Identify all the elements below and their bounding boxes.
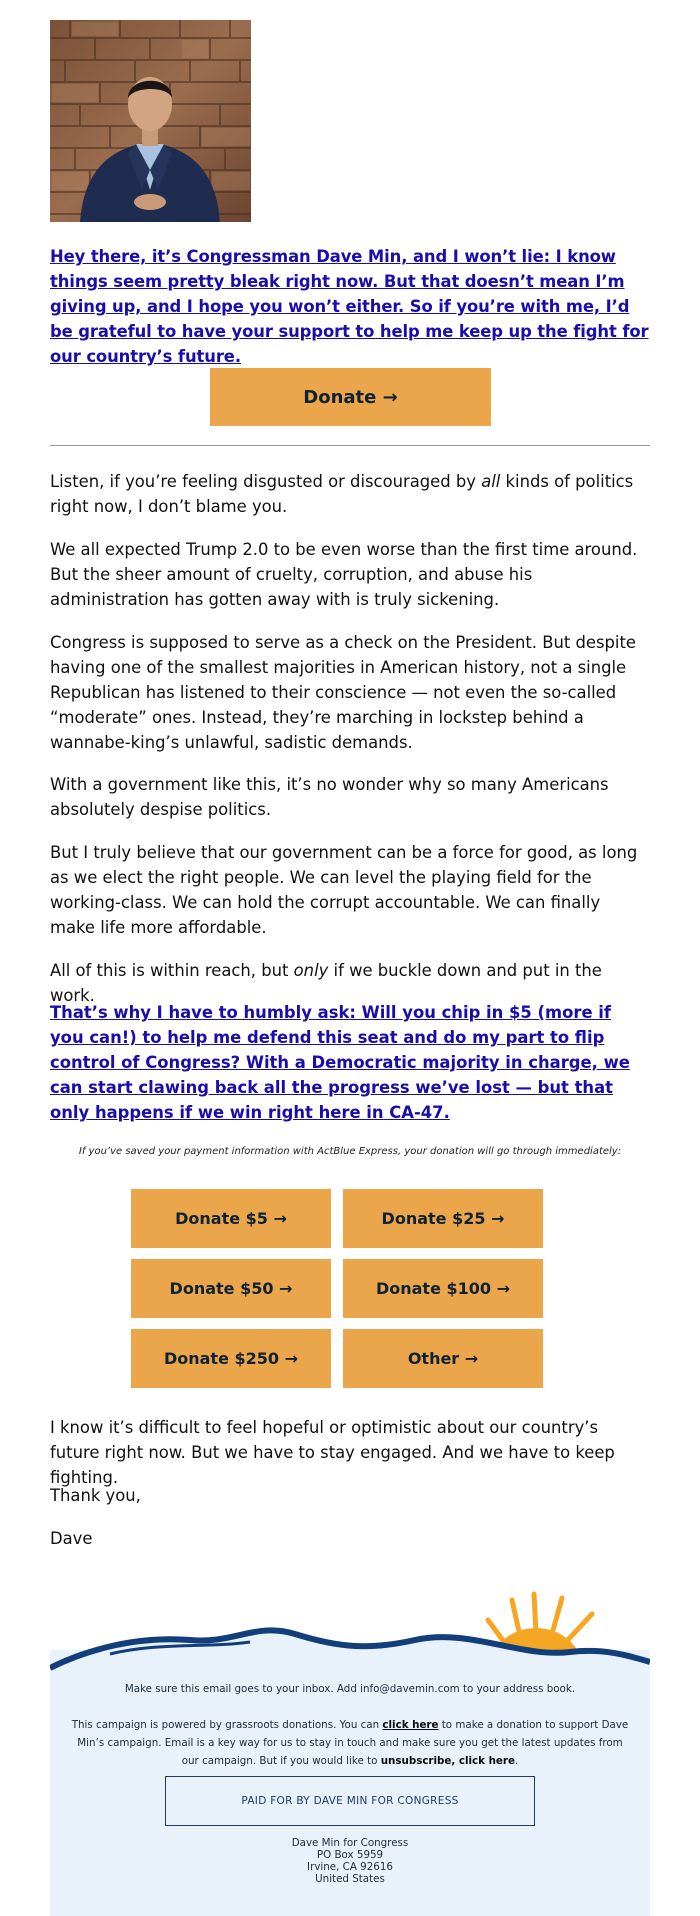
- grassroots-text-middle: to make a donation to support Dave Min’s campaign. Email is a key way for us to stay in touch and make sure you get the latest updates from our campaign. But if you would like to: [77, 1719, 629, 1767]
- sign-off: Thank you,: [50, 1486, 141, 1505]
- ask-link[interactable]: That’s why I have to humbly ask: Will you chip in $5 (more if you can!) to help me defend this seat and do my part to flip control of Congress? With a Democratic majority in charge, we can start clawing back all the progress we’ve lost — but that only happens if we win right here in CA-47.: [50, 1003, 630, 1122]
- donate-25-button[interactable]: Donate $25 →: [343, 1189, 543, 1248]
- grassroots-note: [70, 1716, 630, 1770]
- divider: [50, 445, 650, 446]
- paragraph-2: We all expected Trump 2.0 to be even worse than the first time around. But the sheer amount of cruelty, corruption, and abuse his administration has gotten away with is truly sickening.: [50, 540, 638, 609]
- donate-250-button[interactable]: Donate $250 →: [131, 1329, 331, 1388]
- paragraph-1-text: Listen, if you’re feeling disgusted or discouraged by: [50, 472, 482, 491]
- paragraph-3: Congress is supposed to serve as a check on the President. But despite having one of the smallest majorities in American history, not a single Republican has listened to their conscience — not even the so-called “moderate” ones. Instead, they’re marching in lockstep behind a wannabe-king’s unlawful, sadistic demands.: [50, 633, 636, 752]
- address-line-3: Irvine, CA 92616: [307, 1861, 393, 1873]
- wave-sun-graphic: [50, 1588, 650, 1678]
- intro-link[interactable]: Hey there, it’s Congressman Dave Min, and I won’t lie: I know things seem pretty bleak right now. But that doesn’t mean I’m giving up, and I hope you won’t either. So if you’re with me, I’d be grateful to have your support to help me keep up the fight for our country’s future.: [50, 247, 649, 366]
- paragraph-4: With a government like this, it’s no wonder why so many Americans absolutely despise politics.: [50, 775, 609, 819]
- donate-other-button[interactable]: Other →: [343, 1329, 543, 1388]
- grassroots-text-end: .: [514, 1755, 519, 1767]
- paragraph-6-text-end: if we buckle down and put in the work.: [50, 961, 602, 1005]
- donate-100-button[interactable]: Donate $100 →: [343, 1259, 543, 1318]
- click-here-link[interactable]: click here: [382, 1719, 439, 1731]
- donate-5-button[interactable]: Donate $5 →: [131, 1189, 331, 1248]
- candidate-photo-image: [50, 20, 251, 222]
- grassroots-text: This campaign is powered by grassroots donations. You can: [71, 1719, 383, 1731]
- donate-button[interactable]: Donate →: [210, 368, 491, 426]
- address-line-4: United States: [315, 1873, 385, 1885]
- address-line-1: Dave Min for Congress: [291, 1837, 409, 1849]
- paragraph-1-emphasis: all: [481, 472, 501, 491]
- signature: Dave: [50, 1529, 93, 1548]
- donate-50-button[interactable]: Donate $50 →: [131, 1259, 331, 1318]
- paragraph-6-text: All of this is within reach, but: [50, 961, 294, 980]
- paid-for-disclaimer: PAID FOR BY DAVE MIN FOR CONGRESS: [165, 1776, 535, 1826]
- candidate-photo: [50, 20, 251, 222]
- paragraph-5: But I truly believe that our government can be a force for good, as long as we elect the right people. We can level the playing field for the working-class. We can hold the corrupt accountable. We can finally make life more affordable.: [50, 843, 638, 937]
- address-line-2: PO Box 5959: [316, 1849, 384, 1861]
- paragraph-1-text-end: kinds of politics right now, I don’t blame you.: [50, 472, 634, 516]
- unsubscribe-link[interactable]: unsubscribe, click here: [380, 1755, 515, 1767]
- footer: [50, 1588, 650, 1916]
- actblue-express-note: If you’ve saved your payment information with ActBlue Express, your donation will go through immediately:: [78, 1146, 622, 1157]
- paragraph-7: I know it’s difficult to feel hopeful or optimistic about our country’s future right now. But we have to stay engaged. And we have to keep fighting.: [50, 1418, 615, 1487]
- address-book-note: Make sure this email goes to your inbox. Add info@davemin.com to your address book.: [124, 1683, 576, 1695]
- mailing-address: [50, 1837, 650, 1885]
- paragraph-6-emphasis: only: [293, 961, 329, 980]
- paragraph-1: [50, 469, 650, 519]
